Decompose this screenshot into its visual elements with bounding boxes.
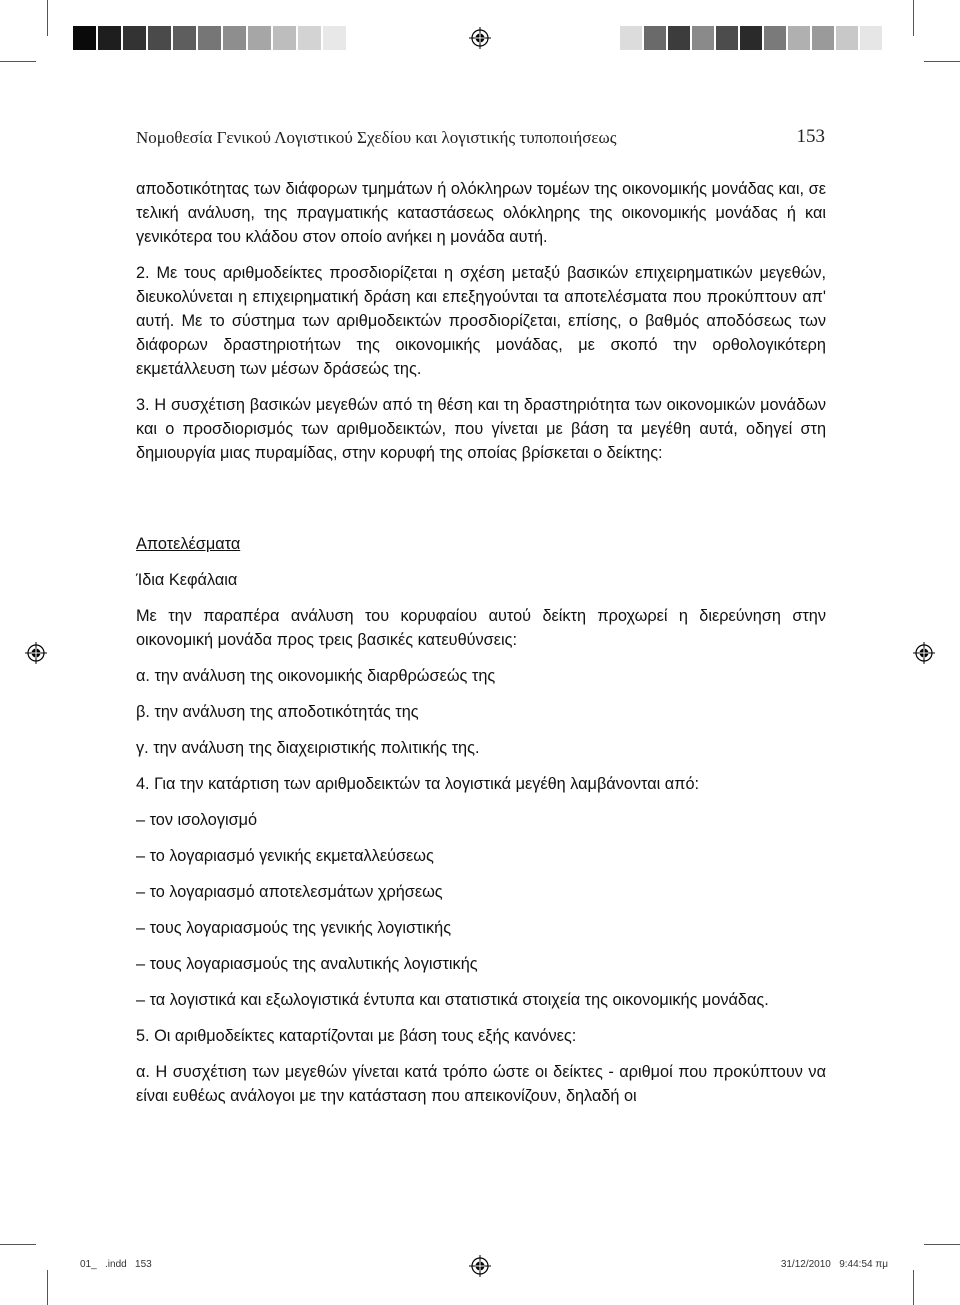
slug-datetime: 31/12/2010 9:44:54 πμ: [780, 1259, 888, 1270]
page-body-continued: [136, 604, 826, 1108]
list-item: – τα λογιστικά και εξωλογιστικά έντυπα και στατιστικά στοιχεία της οικονομικής μονάδας.: [136, 991, 769, 1009]
registration-mark-top-icon: [469, 27, 491, 49]
crop-mark-top-right-h: [924, 61, 960, 62]
list-item: – τους λογαριασμούς της γενικής λογιστικής: [136, 919, 452, 937]
paragraph-analysis-directions: Με την παραπέρα ανάλυση του κορυφαίου αυτού δείκτη προχωρεί η διερεύνηση στην οικονομική μονάδα προς τρεις βασικές κατευθύνσεις:: [136, 607, 826, 649]
direction-a: α. την ανάλυση της οικονομικής διαρθρώσεώς της: [136, 667, 496, 685]
registration-mark-bottom-icon: [469, 1255, 491, 1277]
paragraph-rule-a: α. Η συσχέτιση των μεγεθών γίνεται κατά τρόπο ώστε οι δείκτες - αριθμοί που προκύπτουν να είναι ευθέως ανάλογοι με την κατάσταση που απεικονίζουν, δηλαδή οι: [136, 1063, 826, 1105]
crop-mark-bottom-left-h: [0, 1244, 36, 1245]
paragraph-4: 4. Για την κατάρτιση των αριθμοδεικτών τα λογιστικά μεγέθη λαμβάνονται από:: [136, 775, 700, 793]
paragraph-3: 3. Η συσχέτιση βασικών μεγεθών από τη θέση και τη δραστηριότητα των οικονομικών μονάδων και ο προσδιορισμός των αριθμοδεικτών, που γίνεται με βάση τα μεγέθη αυτά, οδηγεί στη δημιουργία μιας πυραμίδας, στην κορυφή της οποίας βρίσκεται ο δείκτης:: [136, 396, 826, 462]
paragraph-continuation: αποδοτικότητας των διάφορων τμημάτων ή ολόκληρων τομέων της οικονομικής μονάδας και, σε τελική ανάλυση, της πραγματικής καταστάσεως ολόκληρης της οικονομικής μονάδας ή και γενικότερα του κλάδου στον οποίο ανήκει η μονάδα αυτή.: [136, 180, 826, 246]
running-header-title: Νομοθεσία Γενικού Λογιστικού Σχεδίου και λογιστικής τυποποιήσεως: [136, 128, 617, 147]
crop-mark-bottom-right-v: [913, 1270, 914, 1305]
crop-mark-top-left-h: [0, 61, 36, 62]
registration-mark-left-icon: [25, 642, 47, 664]
list-item: – τους λογαριασμούς της αναλυτικής λογιστικής: [136, 955, 478, 973]
fraction-numerator: Αποτελέσματα: [136, 535, 241, 553]
list-item: – το λογαριασμό γενικής εκμεταλλεύσεως: [136, 847, 434, 865]
list-item: – το λογαριασμό αποτελεσμάτων χρήσεως: [136, 883, 443, 901]
crop-mark-bottom-right-h: [924, 1244, 960, 1245]
slug-filename: 01_ .indd 153: [80, 1259, 152, 1270]
crop-mark-top-left-v: [47, 0, 48, 36]
printer-gray-bar-right: [620, 26, 890, 50]
crop-mark-bottom-left-v: [47, 1270, 48, 1305]
paragraph-2: 2. Με τους αριθμοδείκτες προσδιορίζεται η σχέση μεταξύ βασικών επιχειρηματικών μεγεθών, διευκολύνεται η επιχειρηματική δράση και επεξηγούνται τα αποτελέσματα που προκύπτουν απ' αυτή. Με το σύστημα των αριθμοδεικτών προσδιορίζεται, επίσης, ο βαθμός αποδόσεως των διάφορων δραστηριοτήτων της οικονομικής μονάδας, με σκοπό την ορθολογικότερη εκμετάλλευση των μέσων δράσεώς της.: [136, 264, 826, 378]
list-item: – τον ισολογισμό: [136, 811, 258, 829]
direction-c: γ. την ανάλυση της διαχειριστικής πολιτικής της.: [136, 739, 480, 757]
printer-gray-bar-left: [73, 26, 346, 50]
paragraph-5: 5. Οι αριθμοδείκτες καταρτίζονται με βάση τους εξής κανόνες:: [136, 1027, 577, 1045]
registration-mark-right-icon: [913, 642, 935, 664]
fraction-denominator-wrap: [136, 568, 826, 592]
fraction-denominator: Ίδια Κεφάλαια: [136, 571, 238, 589]
crop-mark-top-right-v: [913, 0, 914, 36]
ratio-fraction: [136, 532, 826, 556]
page-body: [136, 177, 826, 465]
page-number: 153: [796, 126, 825, 147]
direction-b: β. την ανάλυση της αποδοτικότητάς της: [136, 703, 419, 721]
